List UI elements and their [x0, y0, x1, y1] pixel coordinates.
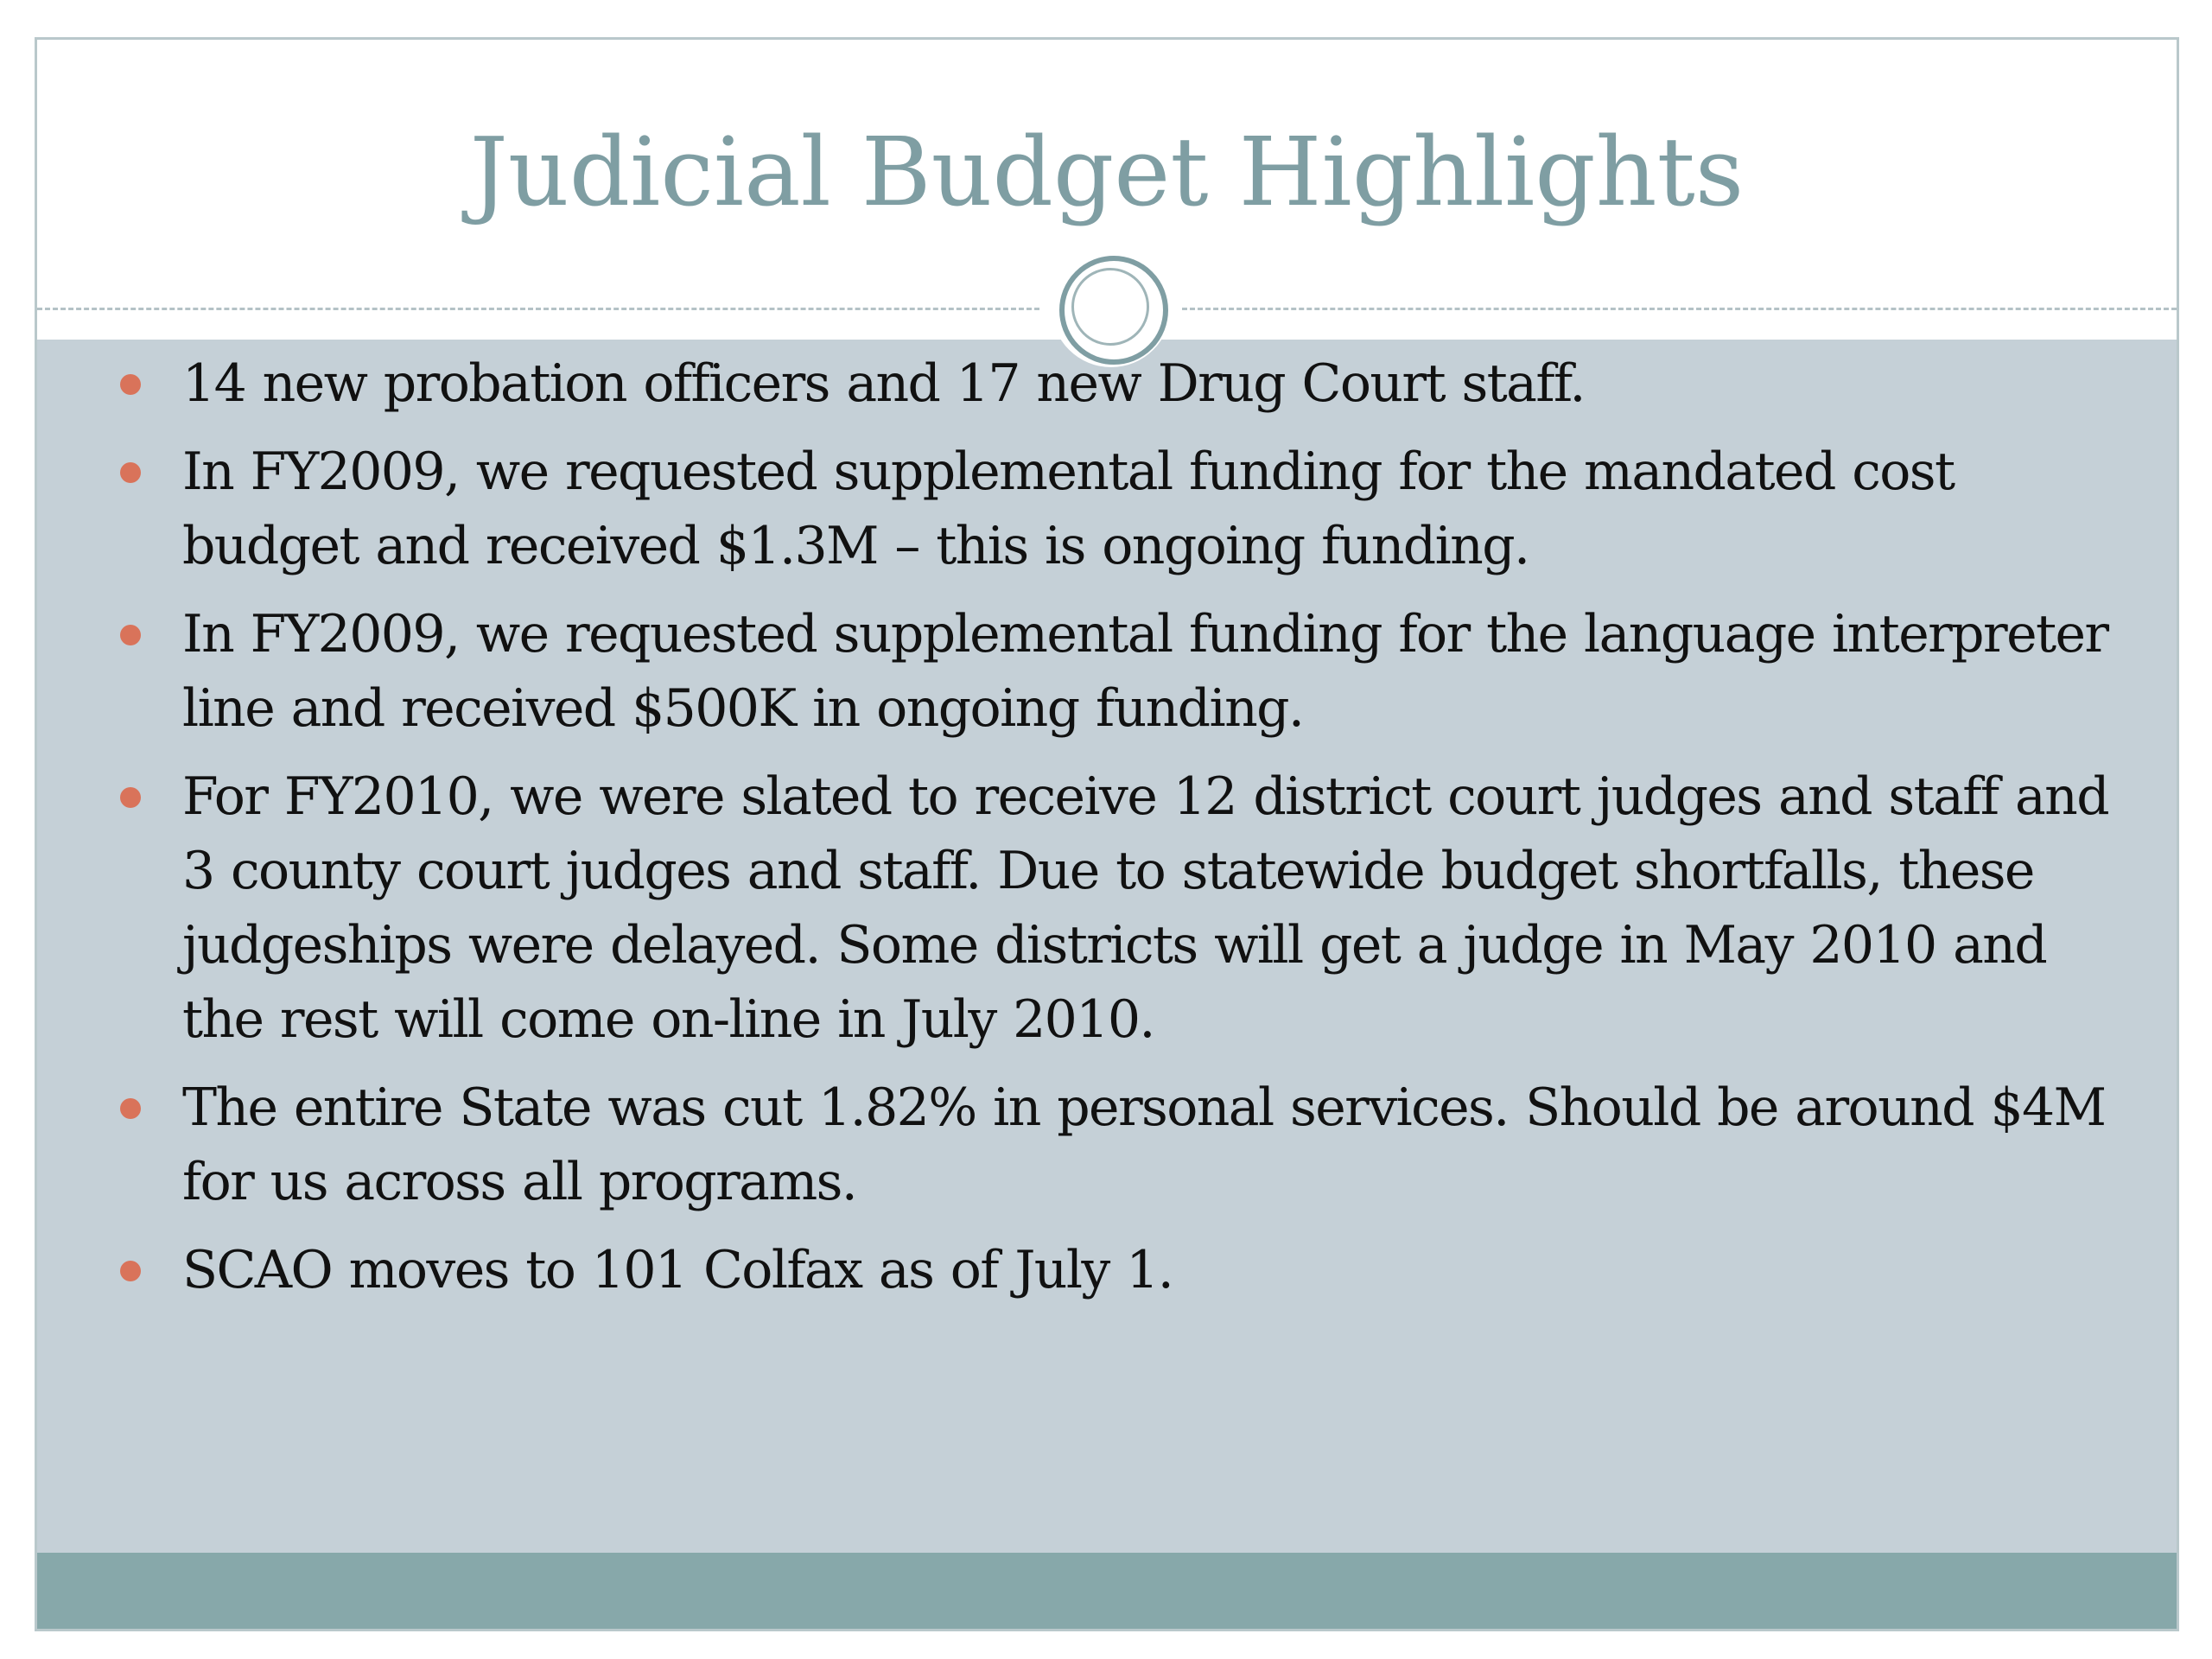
- list-item: [37, 1071, 2177, 1219]
- bullet-dot-icon: [120, 787, 141, 808]
- bullet-text: In FY2009, we requested supplemental funding for the language interpreter line and received $500K in ongoing funding.: [182, 604, 2108, 739]
- bullet-text: For FY2010, we were slated to receive 12 district court judges and staff and 3 county court judges and staff. Due to statewide budget shortfalls, these judgeships were delayed. Some districts will get a judge in May 2010 and the rest will come on-line in July 2010.: [182, 766, 2109, 1050]
- slide-title: Judicial Budget Highlights: [469, 117, 1745, 227]
- title-divider-left: [37, 308, 1039, 310]
- bullet-dot-icon: [120, 462, 141, 483]
- list-item: [37, 435, 2177, 583]
- list-item: [37, 1233, 2177, 1307]
- bullet-dot-icon: [120, 374, 141, 395]
- list-item: [37, 346, 2177, 421]
- slide: [35, 37, 2179, 1631]
- bullet-text: 14 new probation officers and 17 new Drug Court staff.: [182, 353, 1585, 414]
- circle-inner-ring-icon: [1071, 268, 1149, 346]
- bullet-text: In FY2009, we requested supplemental funding for the mandated cost budget and received $1.3M – this is ongoing funding.: [182, 442, 1955, 576]
- bullet-dot-icon: [120, 1098, 141, 1119]
- title-divider-right: [1182, 308, 2177, 310]
- list-item: [37, 760, 2177, 1057]
- bullet-dot-icon: [120, 1261, 141, 1281]
- bullet-text: SCAO moves to 101 Colfax as of July 1.: [182, 1240, 1173, 1300]
- bullet-dot-icon: [120, 625, 141, 645]
- footer-band: [37, 1553, 2177, 1629]
- bullet-list: [37, 346, 2177, 1321]
- bullet-text: The entire State was cut 1.82% in personal services. Should be around $4M for us across all programs.: [182, 1077, 2106, 1212]
- list-item: [37, 597, 2177, 746]
